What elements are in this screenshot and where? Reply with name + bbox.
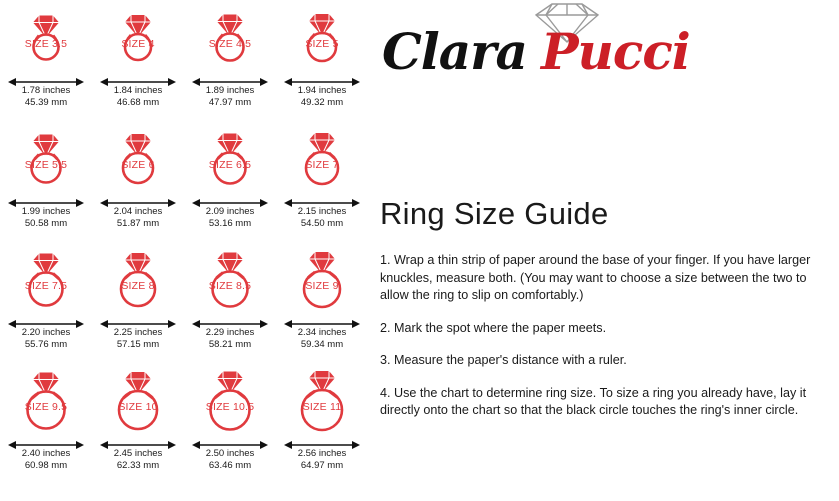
ring-measurement-inches: 2.25 inches <box>113 327 163 338</box>
ring-measurement-mm: 63.46 mm <box>208 459 252 471</box>
measurement-arrow <box>284 74 360 84</box>
ring-measurement <box>184 206 276 229</box>
ring-measurement-mm: 49.32 mm <box>300 96 344 108</box>
ring-size-cell[interactable] <box>276 244 368 357</box>
ring-measurement-mm: 55.76 mm <box>24 338 68 350</box>
guide-step: 2. Mark the spot where the paper meets. <box>380 320 607 335</box>
ring-size-label: SIZE 8.5 <box>208 280 252 292</box>
ring-size-cell[interactable] <box>0 365 92 478</box>
ring-measurement <box>0 448 92 471</box>
ring-measurement-inches: 1.94 inches <box>297 85 347 96</box>
measurement-arrow <box>100 195 176 205</box>
measurement-arrow <box>100 437 176 447</box>
measurement-arrow <box>8 74 84 84</box>
ring-measurement <box>0 85 92 108</box>
ring-measurement-inches: 2.34 inches <box>297 327 347 338</box>
guide-step: 3. Measure the paper's distance with a ruler. <box>380 353 627 367</box>
measurement-arrow <box>8 316 84 326</box>
ring-measurement-inches: 2.29 inches <box>205 327 255 338</box>
measurement-arrow <box>284 195 360 205</box>
ring-size-label: SIZE 4.5 <box>208 38 252 50</box>
measurement-arrow <box>192 437 268 447</box>
ring-size-label: SIZE 9 <box>305 280 339 292</box>
brand-wordmark <box>382 22 782 92</box>
ring-size-cell[interactable] <box>92 2 184 115</box>
ring-measurement <box>92 327 184 350</box>
ring-measurement <box>184 448 276 471</box>
ring-measurement-inches: 1.89 inches <box>205 85 255 96</box>
ring-measurement-mm: 64.97 mm <box>300 459 344 471</box>
ring-measurement-mm: 54.50 mm <box>300 217 344 229</box>
guide-step: 4. Use the chart to determine ring size. To size a ring you already have, lay it directly onto the chart so that the black circle touches the ring's inner circle. <box>380 385 807 417</box>
ring-size-label: SIZE 5.5 <box>24 159 68 171</box>
ring-measurement <box>184 327 276 350</box>
ring-size-label: SIZE 4 <box>121 38 155 50</box>
ring-measurement <box>92 85 184 108</box>
ring-measurement-inches: 2.40 inches <box>21 448 71 459</box>
ring-size-chart-grid <box>0 0 368 501</box>
ring-size-label: SIZE 3.5 <box>24 38 68 50</box>
guide-step: 1. Wrap a thin strip of paper around the base of your finger. If you have larger knuckles, measure both. (You may want to choose a size between the two to allow the ring to slip on comfortably.) <box>380 253 811 302</box>
ring-size-label: SIZE 6 <box>121 159 155 171</box>
ring-measurement-inches: 1.84 inches <box>113 85 163 96</box>
ring-size-cell[interactable] <box>276 123 368 236</box>
ring-measurement-inches: 2.04 inches <box>113 206 163 217</box>
brand-name-second: Pucci <box>540 22 690 81</box>
ring-size-cell[interactable] <box>184 123 276 236</box>
ring-measurement-mm: 45.39 mm <box>24 96 68 108</box>
ring-size-cell[interactable] <box>92 365 184 478</box>
ring-measurement-mm: 50.58 mm <box>24 217 68 229</box>
ring-measurement <box>276 327 368 350</box>
ring-measurement-mm: 59.34 mm <box>300 338 344 350</box>
ring-measurement-inches: 1.78 inches <box>21 85 71 96</box>
ring-size-label: SIZE 9.5 <box>24 401 68 413</box>
guide-steps <box>380 252 832 435</box>
ring-size-label: SIZE 10.5 <box>205 401 255 413</box>
ring-measurement-mm: 60.98 mm <box>24 459 68 471</box>
ring-measurement <box>92 448 184 471</box>
ring-size-label: SIZE 11 <box>302 401 342 413</box>
ring-measurement-mm: 51.87 mm <box>116 217 160 229</box>
ring-size-cell[interactable] <box>276 365 368 478</box>
measurement-arrow <box>192 316 268 326</box>
ring-measurement <box>276 206 368 229</box>
ring-measurement-mm: 46.68 mm <box>116 96 160 108</box>
ring-size-cell[interactable] <box>92 123 184 236</box>
ring-measurement-inches: 2.50 inches <box>205 448 255 459</box>
ring-measurement <box>92 206 184 229</box>
measurement-arrow <box>192 195 268 205</box>
measurement-arrow <box>284 316 360 326</box>
ring-measurement-inches: 2.45 inches <box>113 448 163 459</box>
ring-measurement-inches: 2.20 inches <box>21 327 71 338</box>
ring-size-label: SIZE 10 <box>118 401 158 413</box>
measurement-arrow <box>8 437 84 447</box>
ring-measurement-inches: 2.15 inches <box>297 206 347 217</box>
ring-measurement <box>0 327 92 350</box>
ring-measurement-mm: 62.33 mm <box>116 459 160 471</box>
brand-name-first: Clara <box>382 22 527 81</box>
ring-size-cell[interactable] <box>184 365 276 478</box>
ring-size-cell[interactable] <box>92 244 184 357</box>
ring-size-cell[interactable] <box>184 2 276 115</box>
measurement-arrow <box>284 437 360 447</box>
ring-measurement <box>0 206 92 229</box>
ring-size-cell[interactable] <box>0 2 92 115</box>
brand-logo <box>372 0 839 110</box>
measurement-arrow <box>100 74 176 84</box>
ring-measurement <box>184 85 276 108</box>
ring-size-label: SIZE 6.5 <box>208 159 252 171</box>
ring-size-cell[interactable] <box>276 2 368 115</box>
ring-size-cell[interactable] <box>0 123 92 236</box>
ring-measurement-mm: 47.97 mm <box>208 96 252 108</box>
page-title: Ring Size Guide <box>380 196 609 231</box>
ring-measurement-mm: 57.15 mm <box>116 338 160 350</box>
ring-size-label: SIZE 7 <box>305 159 339 171</box>
ring-measurement <box>276 85 368 108</box>
guide-panel <box>372 0 839 501</box>
measurement-arrow <box>100 316 176 326</box>
ring-measurement-inches: 1.99 inches <box>21 206 71 217</box>
ring-size-label: SIZE 8 <box>121 280 155 292</box>
ring-measurement-inches: 2.56 inches <box>297 448 347 459</box>
ring-measurement-mm: 53.16 mm <box>208 217 252 229</box>
ring-size-label: SIZE 7.5 <box>24 280 68 292</box>
ring-size-label: SIZE 5 <box>305 38 339 50</box>
ring-measurement-inches: 2.09 inches <box>205 206 255 217</box>
ring-measurement-mm: 58.21 mm <box>208 338 252 350</box>
ring-size-cell[interactable] <box>184 244 276 357</box>
measurement-arrow <box>192 74 268 84</box>
ring-measurement <box>276 448 368 471</box>
ring-size-cell[interactable] <box>0 244 92 357</box>
measurement-arrow <box>8 195 84 205</box>
